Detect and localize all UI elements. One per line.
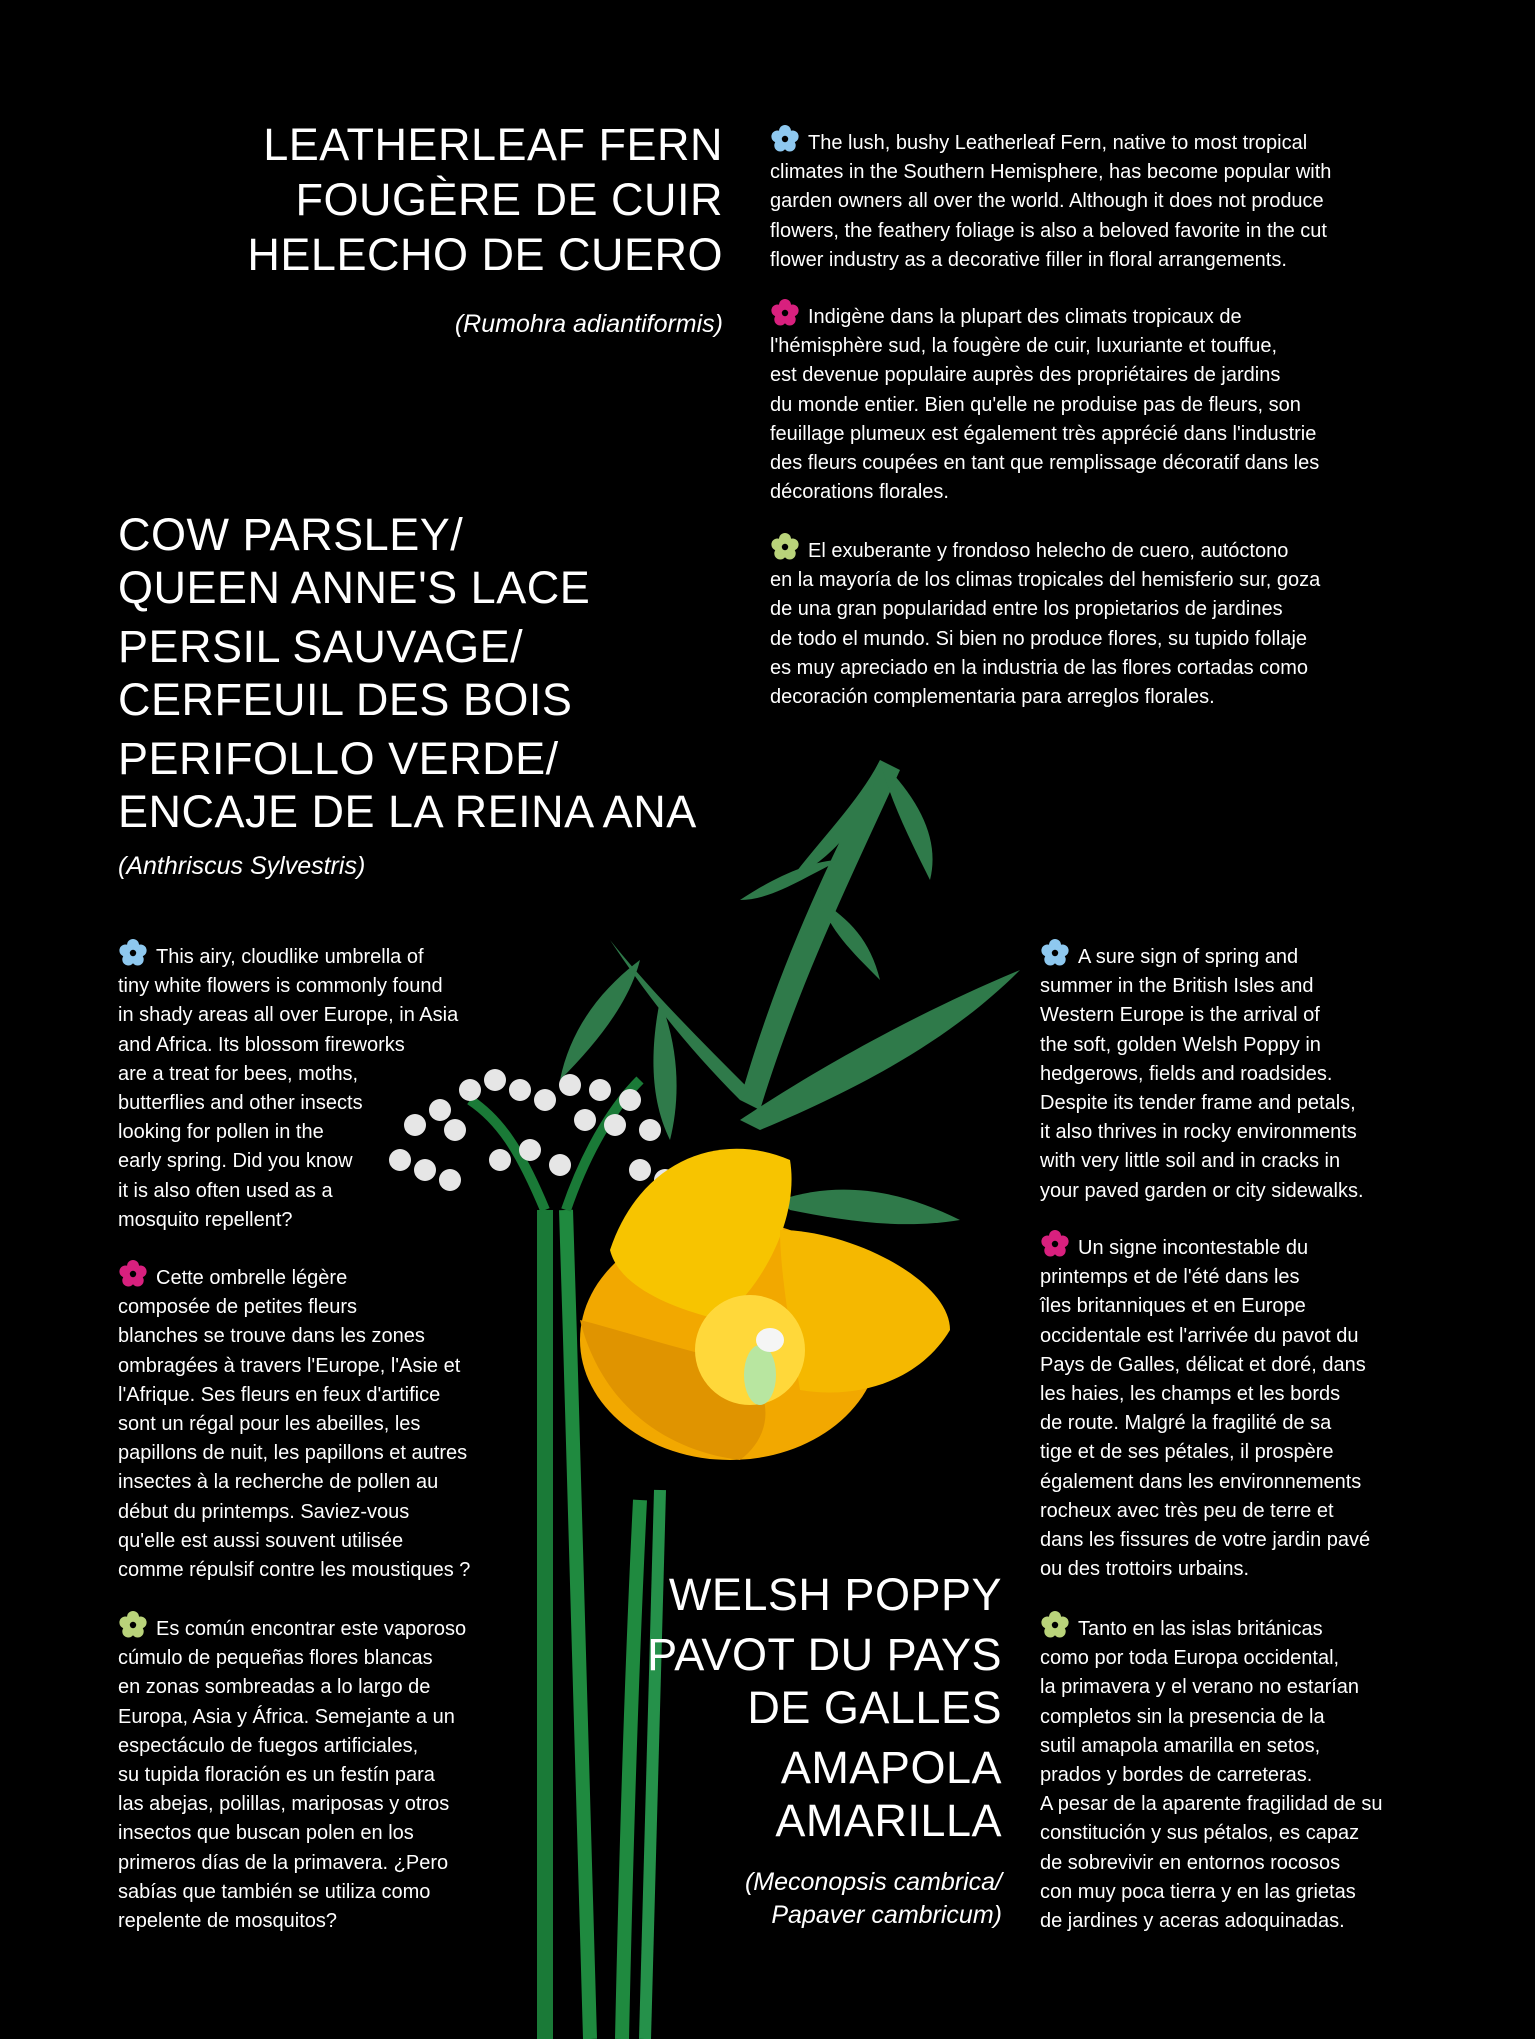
parsley-fr-line-3: ombragées à travers l'Europe, l'Asie et bbox=[118, 1354, 461, 1377]
parsley-es-line-0 bbox=[118, 1610, 466, 1644]
poppy-description-fr bbox=[1040, 1229, 1370, 1584]
poppy-fr-line-3: occidentale est l'arrivée du pavot du bbox=[1040, 1324, 1359, 1347]
poppy-es-line-4: sutil amapola amarilla en setos, bbox=[1040, 1734, 1321, 1757]
parsley-es-line-7: insectos que buscan polen en los bbox=[118, 1822, 414, 1845]
fern-en-text-0: The lush, bushy Leatherleaf Fern, native to most tropical bbox=[808, 132, 1308, 154]
fern-description-en bbox=[770, 124, 1331, 275]
parsley-es-line-3: Europa, Asia y África. Semejante a un bbox=[118, 1705, 455, 1728]
fern-fr-line-5: des fleurs coupées en tant que remplissage décoratif dans les bbox=[770, 452, 1320, 475]
poppy-name-fr-1: PAVOT DU PAYS bbox=[647, 1628, 1002, 1680]
poppy-en-line-0 bbox=[1040, 938, 1364, 972]
parsley-description-es bbox=[118, 1610, 466, 1936]
fern-en-line-1: climates in the Southern Hemisphere, has become popular with bbox=[770, 161, 1332, 184]
parsley-es-line-10: repelente de mosquitos? bbox=[118, 1910, 338, 1933]
fern-description-es bbox=[770, 532, 1320, 712]
flower-icon bbox=[770, 124, 800, 154]
flower-icon bbox=[770, 298, 800, 328]
poppy-fr-line-1: printemps et de l'été dans les bbox=[1040, 1266, 1300, 1289]
parsley-es-line-9: sabías que también se utiliza como bbox=[118, 1880, 431, 1903]
parsley-name-es-2: ENCAJE DE LA REINA ANA bbox=[118, 786, 697, 838]
fern-name-en: LEATHERLEAF FERN bbox=[263, 119, 723, 170]
poppy-es-line-10: de jardines y aceras adoquinadas. bbox=[1040, 1910, 1345, 1933]
poppy-en-line-6: it also thrives in rocky environments bbox=[1040, 1121, 1357, 1144]
poppy-en-line-4: hedgerows, fields and roadsides. bbox=[1040, 1062, 1333, 1085]
poppy-en-line-5: Despite its tender frame and petals, bbox=[1040, 1092, 1356, 1115]
flower-icon bbox=[1040, 1229, 1070, 1259]
parsley-name-es-1: PERIFOLLO VERDE/ bbox=[118, 733, 559, 785]
parsley-fr-line-2: blanches se trouve dans les zones bbox=[118, 1325, 425, 1348]
poppy-fr-line-4: Pays de Galles, délicat et doré, dans bbox=[1040, 1353, 1366, 1376]
fern-en-line-2: garden owners all over the world. Although it does not produce bbox=[770, 190, 1324, 213]
fern-es-line-1: en la mayoría de los climas tropicales del hemisferio sur, goza bbox=[770, 569, 1321, 592]
poppy-es-line-1: como por toda Europa occidental, bbox=[1040, 1647, 1340, 1670]
fern-en-line-4: flower industry as a decorative filler in floral arrangements. bbox=[770, 248, 1287, 271]
parsley-en-line-9: mosquito repellent? bbox=[118, 1208, 293, 1231]
parsley-description-en bbox=[118, 938, 458, 1235]
poppy-fr-line-2: îles britanniques et en Europe bbox=[1040, 1295, 1306, 1318]
parsley-fr-line-8: début du printemps. Saviez-vous bbox=[118, 1500, 410, 1523]
poppy-en-line-3: the soft, golden Welsh Poppy in bbox=[1040, 1033, 1321, 1056]
flower-icon bbox=[1040, 1610, 1070, 1640]
parsley-fr-line-0 bbox=[118, 1259, 470, 1293]
fern-fr-text-0: Indigène dans la plupart des climats tropicaux de bbox=[808, 306, 1242, 328]
poppy-en-line-8: your paved garden or city sidewalks. bbox=[1040, 1179, 1364, 1202]
flower-icon bbox=[770, 532, 800, 562]
poppy-fr-text-0: Un signe incontestable du bbox=[1078, 1237, 1309, 1259]
parsley-description-fr bbox=[118, 1259, 470, 1585]
parsley-en-line-4: are a treat for bees, moths, bbox=[118, 1062, 359, 1085]
parsley-name-en-1: COW PARSLEY/ bbox=[118, 509, 464, 560]
parsley-fr-line-1: composée de petites fleurs bbox=[118, 1296, 358, 1319]
parsley-fr-line-7: insectes à la recherche de pollen au bbox=[118, 1471, 439, 1494]
parsley-es-line-6: las abejas, polillas, mariposas y otros bbox=[118, 1793, 450, 1816]
parsley-fr-text-0: Cette ombrelle légère bbox=[156, 1267, 348, 1289]
poppy-fr-line-5: les haies, les champs et les bords bbox=[1040, 1383, 1341, 1406]
poppy-fr-line-6: de route. Malgré la fragilité de sa bbox=[1040, 1412, 1332, 1435]
poppy-es-line-2: la primavera y el verano no estarían bbox=[1040, 1676, 1360, 1699]
fern-es-text-0: El exuberante y frondoso helecho de cuero, autóctono bbox=[808, 540, 1289, 562]
poppy-fr-line-9: rocheux avec très peu de terre et bbox=[1040, 1499, 1334, 1522]
parsley-en-line-6: looking for pollen in the bbox=[118, 1121, 324, 1144]
parsley-fr-line-10: comme répulsif contre les moustiques ? bbox=[118, 1559, 471, 1582]
flower-icon bbox=[1040, 938, 1070, 968]
parsley-name-fr-1: PERSIL SAUVAGE/ bbox=[118, 621, 524, 673]
fern-es-line-2: de una gran popularidad entre los propietarios de jardines bbox=[770, 598, 1283, 621]
parsley-en-line-5: butterflies and other insects bbox=[118, 1092, 363, 1115]
parsley-fr-line-9: qu'elle est aussi souvent utilisée bbox=[118, 1529, 404, 1552]
poppy-en-text-0: A sure sign of spring and bbox=[1078, 946, 1299, 968]
fern-fr-line-3: du monde entier. Bien qu'elle ne produise pas de fleurs, son bbox=[770, 393, 1301, 416]
parsley-en-line-8: it is also often used as a bbox=[118, 1179, 333, 1202]
parsley-fr-line-6: papillons de nuit, les papillons et autres bbox=[118, 1442, 468, 1465]
poppy-es-line-3: completos sin la presencia de la bbox=[1040, 1705, 1325, 1728]
fern-latin-name: (Rumohra adiantiformis) bbox=[454, 310, 723, 338]
poppy-description-en bbox=[1040, 938, 1364, 1206]
poppy-latin-line-1: (Meconopsis cambrica/ bbox=[744, 1868, 1002, 1896]
fern-en-line-3: flowers, the feathery foliage is also a beloved favorite in the cut bbox=[770, 219, 1327, 242]
poppy-es-line-7: constitución y sus pétalos, es capaz bbox=[1040, 1822, 1360, 1845]
fern-title bbox=[247, 118, 723, 283]
flower-icon bbox=[118, 1610, 148, 1640]
fern-en-line-0 bbox=[770, 124, 1331, 158]
poppy-name-fr-2: DE GALLES bbox=[747, 1682, 1002, 1734]
parsley-es-line-2: en zonas sombreadas a lo largo de bbox=[118, 1676, 431, 1699]
parsley-es-line-4: espectáculo de fuegos artificiales, bbox=[118, 1734, 419, 1757]
poppy-fr-line-11: ou des trottoirs urbains. bbox=[1040, 1558, 1249, 1581]
parsley-en-line-2: in shady areas all over Europe, in Asia bbox=[118, 1004, 459, 1027]
poppy-en-line-1: summer in the British Isles and bbox=[1040, 975, 1314, 998]
flower-icon bbox=[118, 938, 148, 968]
poppy-description-es bbox=[1040, 1610, 1382, 1936]
parsley-es-line-1: cúmulo de pequeñas flores blancas bbox=[118, 1647, 433, 1670]
parsley-es-line-5: su tupida floración es un festín para bbox=[118, 1764, 435, 1787]
poppy-es-line-0 bbox=[1040, 1610, 1382, 1644]
poppy-latin-name bbox=[745, 1866, 1002, 1931]
fern-es-line-4: es muy apreciado en la industria de las flores cortadas como bbox=[770, 656, 1309, 679]
poppy-fr-line-7: tige et de ses pétales, il prospère bbox=[1040, 1441, 1334, 1464]
fern-name-es: HELECHO DE CUERO bbox=[247, 228, 723, 280]
poppy-title bbox=[647, 1568, 1002, 1848]
fern-fr-line-1: l'hémisphère sud, la fougère de cuir, luxuriante et touffue, bbox=[770, 335, 1278, 358]
fern-fr-line-6: décorations florales. bbox=[770, 481, 949, 504]
poppy-name-es-2: AMARILLA bbox=[775, 1795, 1002, 1847]
poppy-en-line-2: Western Europe is the arrival of bbox=[1040, 1004, 1320, 1027]
parsley-fr-line-5: sont un régal pour les abeilles, les bbox=[118, 1413, 421, 1436]
fern-es-line-5: decoración complementaria para arreglos florales. bbox=[770, 686, 1215, 709]
parsley-en-text-0: This airy, cloudlike umbrella of bbox=[156, 946, 424, 968]
parsley-en-line-3: and Africa. Its blossom fireworks bbox=[118, 1033, 405, 1056]
poppy-name-es-1: AMAPOLA bbox=[780, 1741, 1002, 1793]
parsley-es-text-0: Es común encontrar este vaporoso bbox=[156, 1618, 467, 1640]
poppy-es-line-8: de sobrevivir en entornos rocosos bbox=[1040, 1851, 1341, 1874]
fern-fr-line-0 bbox=[770, 298, 1319, 332]
fern-name-fr: FOUGÈRE DE CUIR bbox=[295, 173, 723, 225]
welsh-poppy-flower bbox=[580, 1149, 950, 1460]
fern-es-line-3: de todo el mundo. Si bien no produce flores, su tupido follaje bbox=[770, 627, 1308, 650]
parsley-en-line-7: early spring. Did you know bbox=[118, 1150, 353, 1173]
poppy-es-line-6: A pesar de la aparente fragilidad de su bbox=[1040, 1793, 1383, 1816]
parsley-fr-line-4: l'Afrique. Ses fleurs en feux d'artifice bbox=[118, 1383, 441, 1406]
poppy-es-line-9: con muy poca tierra y en las grietas bbox=[1040, 1880, 1356, 1903]
poppy-en-line-7: with very little soil and in cracks in bbox=[1040, 1150, 1341, 1173]
parsley-title bbox=[118, 508, 697, 839]
poppy-es-text-0: Tanto en las islas británicas bbox=[1078, 1618, 1323, 1640]
poppy-latin-line-2: Papaver cambricum) bbox=[771, 1900, 1002, 1929]
fern-fr-line-4: feuillage plumeux est également très apprécié dans l'industrie bbox=[770, 422, 1317, 445]
flower-icon bbox=[118, 1259, 148, 1289]
fern-description-fr bbox=[770, 298, 1319, 507]
poppy-fr-line-8: également dans les environnements bbox=[1040, 1470, 1362, 1493]
parsley-es-line-8: primeros días de la primavera. ¿Pero bbox=[118, 1851, 449, 1874]
poppy-fr-line-10: dans les fissures de votre jardin pavé bbox=[1040, 1529, 1371, 1552]
fern-fr-line-2: est devenue populaire auprès des propriétaires de jardins bbox=[770, 364, 1281, 387]
poppy-es-line-5: prados y bordes de carreteras. bbox=[1040, 1764, 1313, 1787]
parsley-latin-name: (Anthriscus Sylvestris) bbox=[118, 852, 366, 880]
parsley-name-en-2: QUEEN ANNE'S LACE bbox=[118, 562, 591, 614]
parsley-en-line-1: tiny white flowers is commonly found bbox=[118, 975, 443, 998]
fern-es-line-0 bbox=[770, 532, 1320, 566]
parsley-en-line-0 bbox=[118, 938, 458, 972]
poppy-fr-line-0 bbox=[1040, 1229, 1370, 1263]
poppy-name-en: WELSH POPPY bbox=[668, 1569, 1002, 1620]
parsley-name-fr-2: CERFEUIL DES BOIS bbox=[118, 674, 573, 726]
